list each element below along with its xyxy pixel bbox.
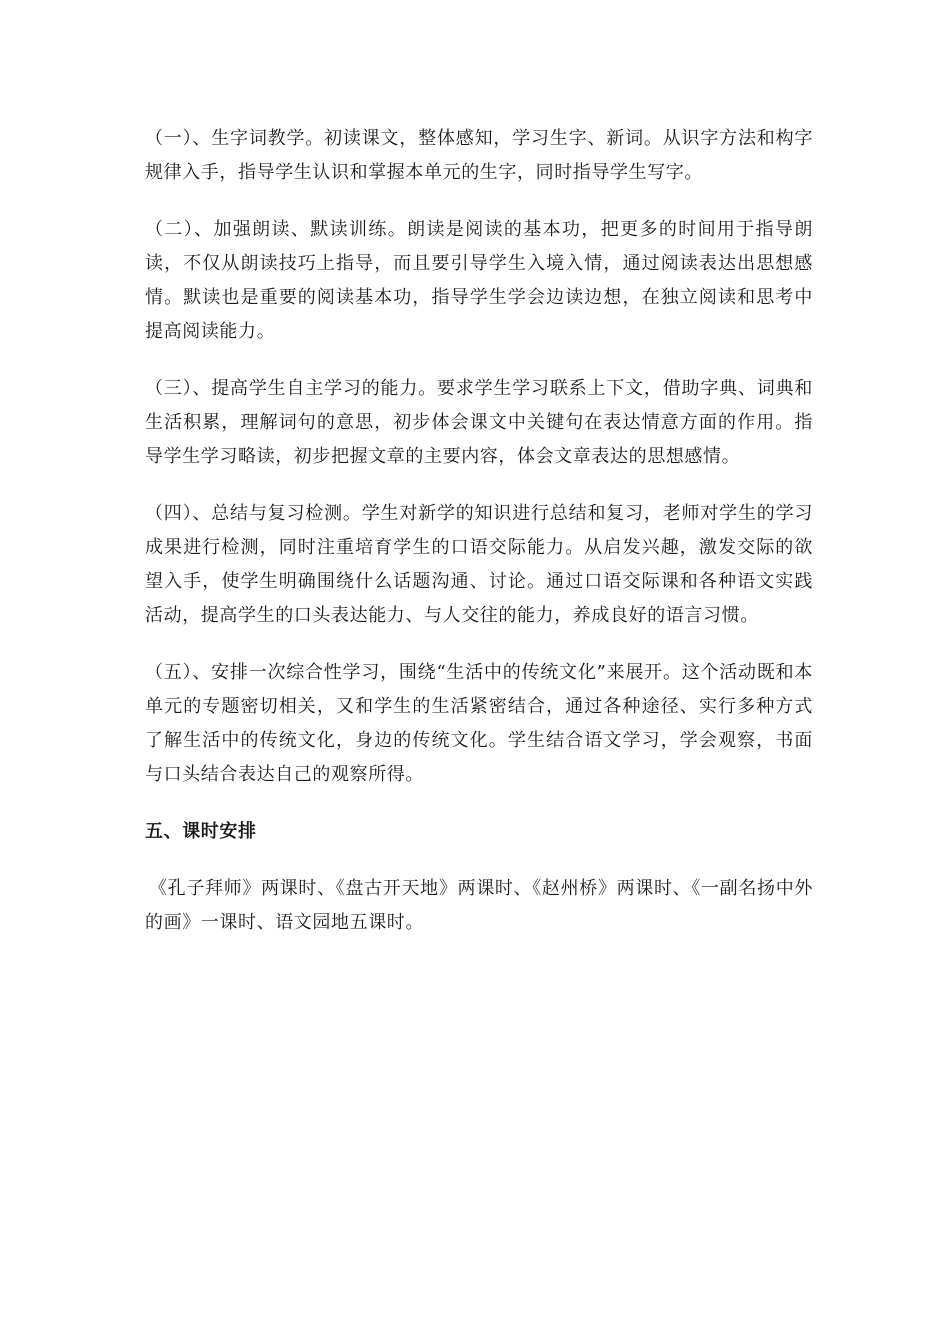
paragraph-1: （一）、生字词教学。初读课文，整体感知，学习生字、新词。从识字方法和构字规律入手，指导学生认识和掌握本单元的生字，同时指导学生写字。: [145, 128, 813, 183]
schedule-paragraph: 《孔子拜师》两课时、《盘古开天地》两课时、《赵州桥》两课时、《一副名扬中外的画》一课时、语文园地五课时。: [145, 878, 813, 933]
paragraph-3: （三）、提高学生自主学习的能力。要求学生学习联系上下文，借助字典、词典和生活积累，理解词句的意思，初步体会课文中关键句在表达情意方面的作用。指导学生学习略读，初步把握文章的主要内容，体会文章表达的思想感情。: [145, 378, 813, 467]
document-body: [145, 122, 813, 963]
paragraph-4: （四）、总结与复习检测。学生对新学的知识进行总结和复习，老师对学生的学习成果进行检测，同时注重培育学生的口语交际能力。从启发兴趣，激发交际的欲望入手，使学生明确围绕什么话题沟通、讨论。通过口语交际课和各种语文实践活动，提高学生的口头表达能力、与人交往的能力，养成良好的语言习惯。: [145, 503, 813, 626]
section-heading: 五、课时安排: [145, 821, 257, 842]
paragraph-2: （二）、加强朗读、默读训练。朗读是阅读的基本功，把更多的时间用于指导朗读，不仅从朗读技巧上指导，而且要引导学生入境入情，通过阅读表达出思想感情。默读也是重要的阅读基本功，指导学生学会边读边想，在独立阅读和思考中提高阅读能力。: [145, 219, 813, 342]
paragraph-5: （五）、安排一次综合性学习，围绕“生活中的传统文化”来展开。这个活动既和本单元的专题密切相关，又和学生的生活紧密结合，通过各种途径、实行多种方式了解生活中的传统文化，身边的传统文化。学生结合语文学习，学会观察，书面与口头结合表达自己的观察所得。: [145, 662, 813, 785]
